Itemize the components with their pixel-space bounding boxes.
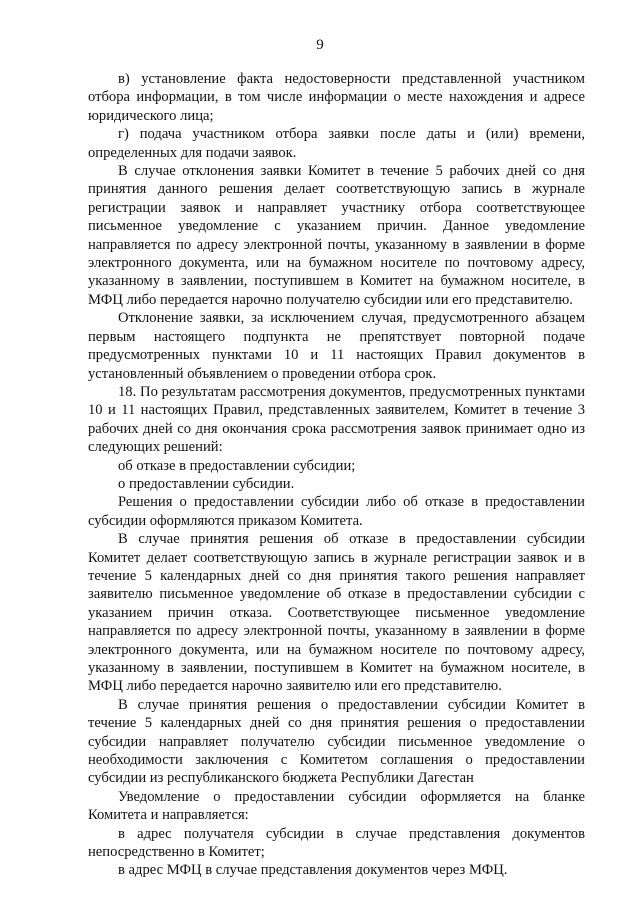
paragraph-decision-grant: о предоставлении субсидии. <box>118 475 295 492</box>
paragraph-grant-notice: В случае принятия решения о предоставлении субсидии Комитет в течение 5 календарных дней со дня принятия решения о предоставлении субсидии направляет получателю субсидии письменное уведомление о необходимости заключения с Комитетом соглашения о предоставлении субсидии из республиканского бюджета Республики Дагестан <box>88 696 585 787</box>
paragraph-address-mfc: в адрес МФЦ в случае представления документов через МФЦ. <box>118 862 508 879</box>
paragraph-decision-order: Решения о предоставлении субсидии либо об отказе в предоставлении субсидии оформляются приказом Комитета. <box>88 494 585 529</box>
paragraph-reason-g: г) подача участником отбора заявки после даты и (или) времени, определенных для подачи заявок. <box>88 126 585 161</box>
paragraph-refusal-notice: В случае принятия решения об отказе в предоставлении субсидии Комитет делает соответствующую запись в журнале регистрации заявок и в течение 5 календарных дней со дня принятия такого решения направляет заявителю письменное уведомление об отказе в предоставлении субсидии с указанием причин отказа. Соответствующее письменное уведомление направляется по адресу электронной почты, указанному в заявлении в форме электронного документа, или на бумажном носителе по почтовому адресу, указанному в заявлении, поступившем в Комитет на бумажном носителе, в МФЦ либо передается нарочно заявителю или его представителю. <box>88 531 585 695</box>
paragraph-notification-form: Уведомление о предоставлении субсидии оформляется на бланке Комитета и направляется: <box>88 788 585 824</box>
document-body <box>88 70 585 880</box>
page-number: 9 <box>316 37 324 53</box>
paragraph-reason-v: в) установление факта недостоверности представленной участником отбора информации, в том числе информации о месте нахождения и адресе юридического лица; <box>88 71 585 124</box>
paragraph-address-committee: в адрес получателя субсидии в случае представления документов непосредственно в Комитет; <box>88 825 585 861</box>
paragraph-decision-refusal: об отказе в предоставлении субсидии; <box>118 457 356 474</box>
paragraph-item-18: 18. По результатам рассмотрения документов, предусмотренных пунктами 10 и 11 настоящих Правил, представленных заявителем, Комитет в течение 3 рабочих дней со дня окончания срока рассмотрения заявок принимает одно из следующих решений: <box>88 383 585 456</box>
paragraph-rejection-notice: В случае отклонения заявки Комитет в течение 5 рабочих дней со дня принятия данного решения делает соответствующую запись в журнале регистрации заявок и направляет участнику отбора соответствующее письменное уведомление с указанием причин. Данное уведомление направляется по адресу электронной почты, указанному в заявлении в форме электронного документа, или на бумажном носителе по почтовому адресу, указанному в заявлении, поступившем в Комитет на бумажном носителе, в МФЦ либо передается нарочно получателю субсидии или его представителю. <box>88 163 585 308</box>
paragraph-rejection-resubmission: Отклонение заявки, за исключением случая, предусмотренного абзацем первым настоящего подпункта не препятствует повторной подаче предусмотренных пунктами 10 и 11 настоящих Правил документов в установленный объявлением о проведении отбора срок. <box>88 310 585 382</box>
